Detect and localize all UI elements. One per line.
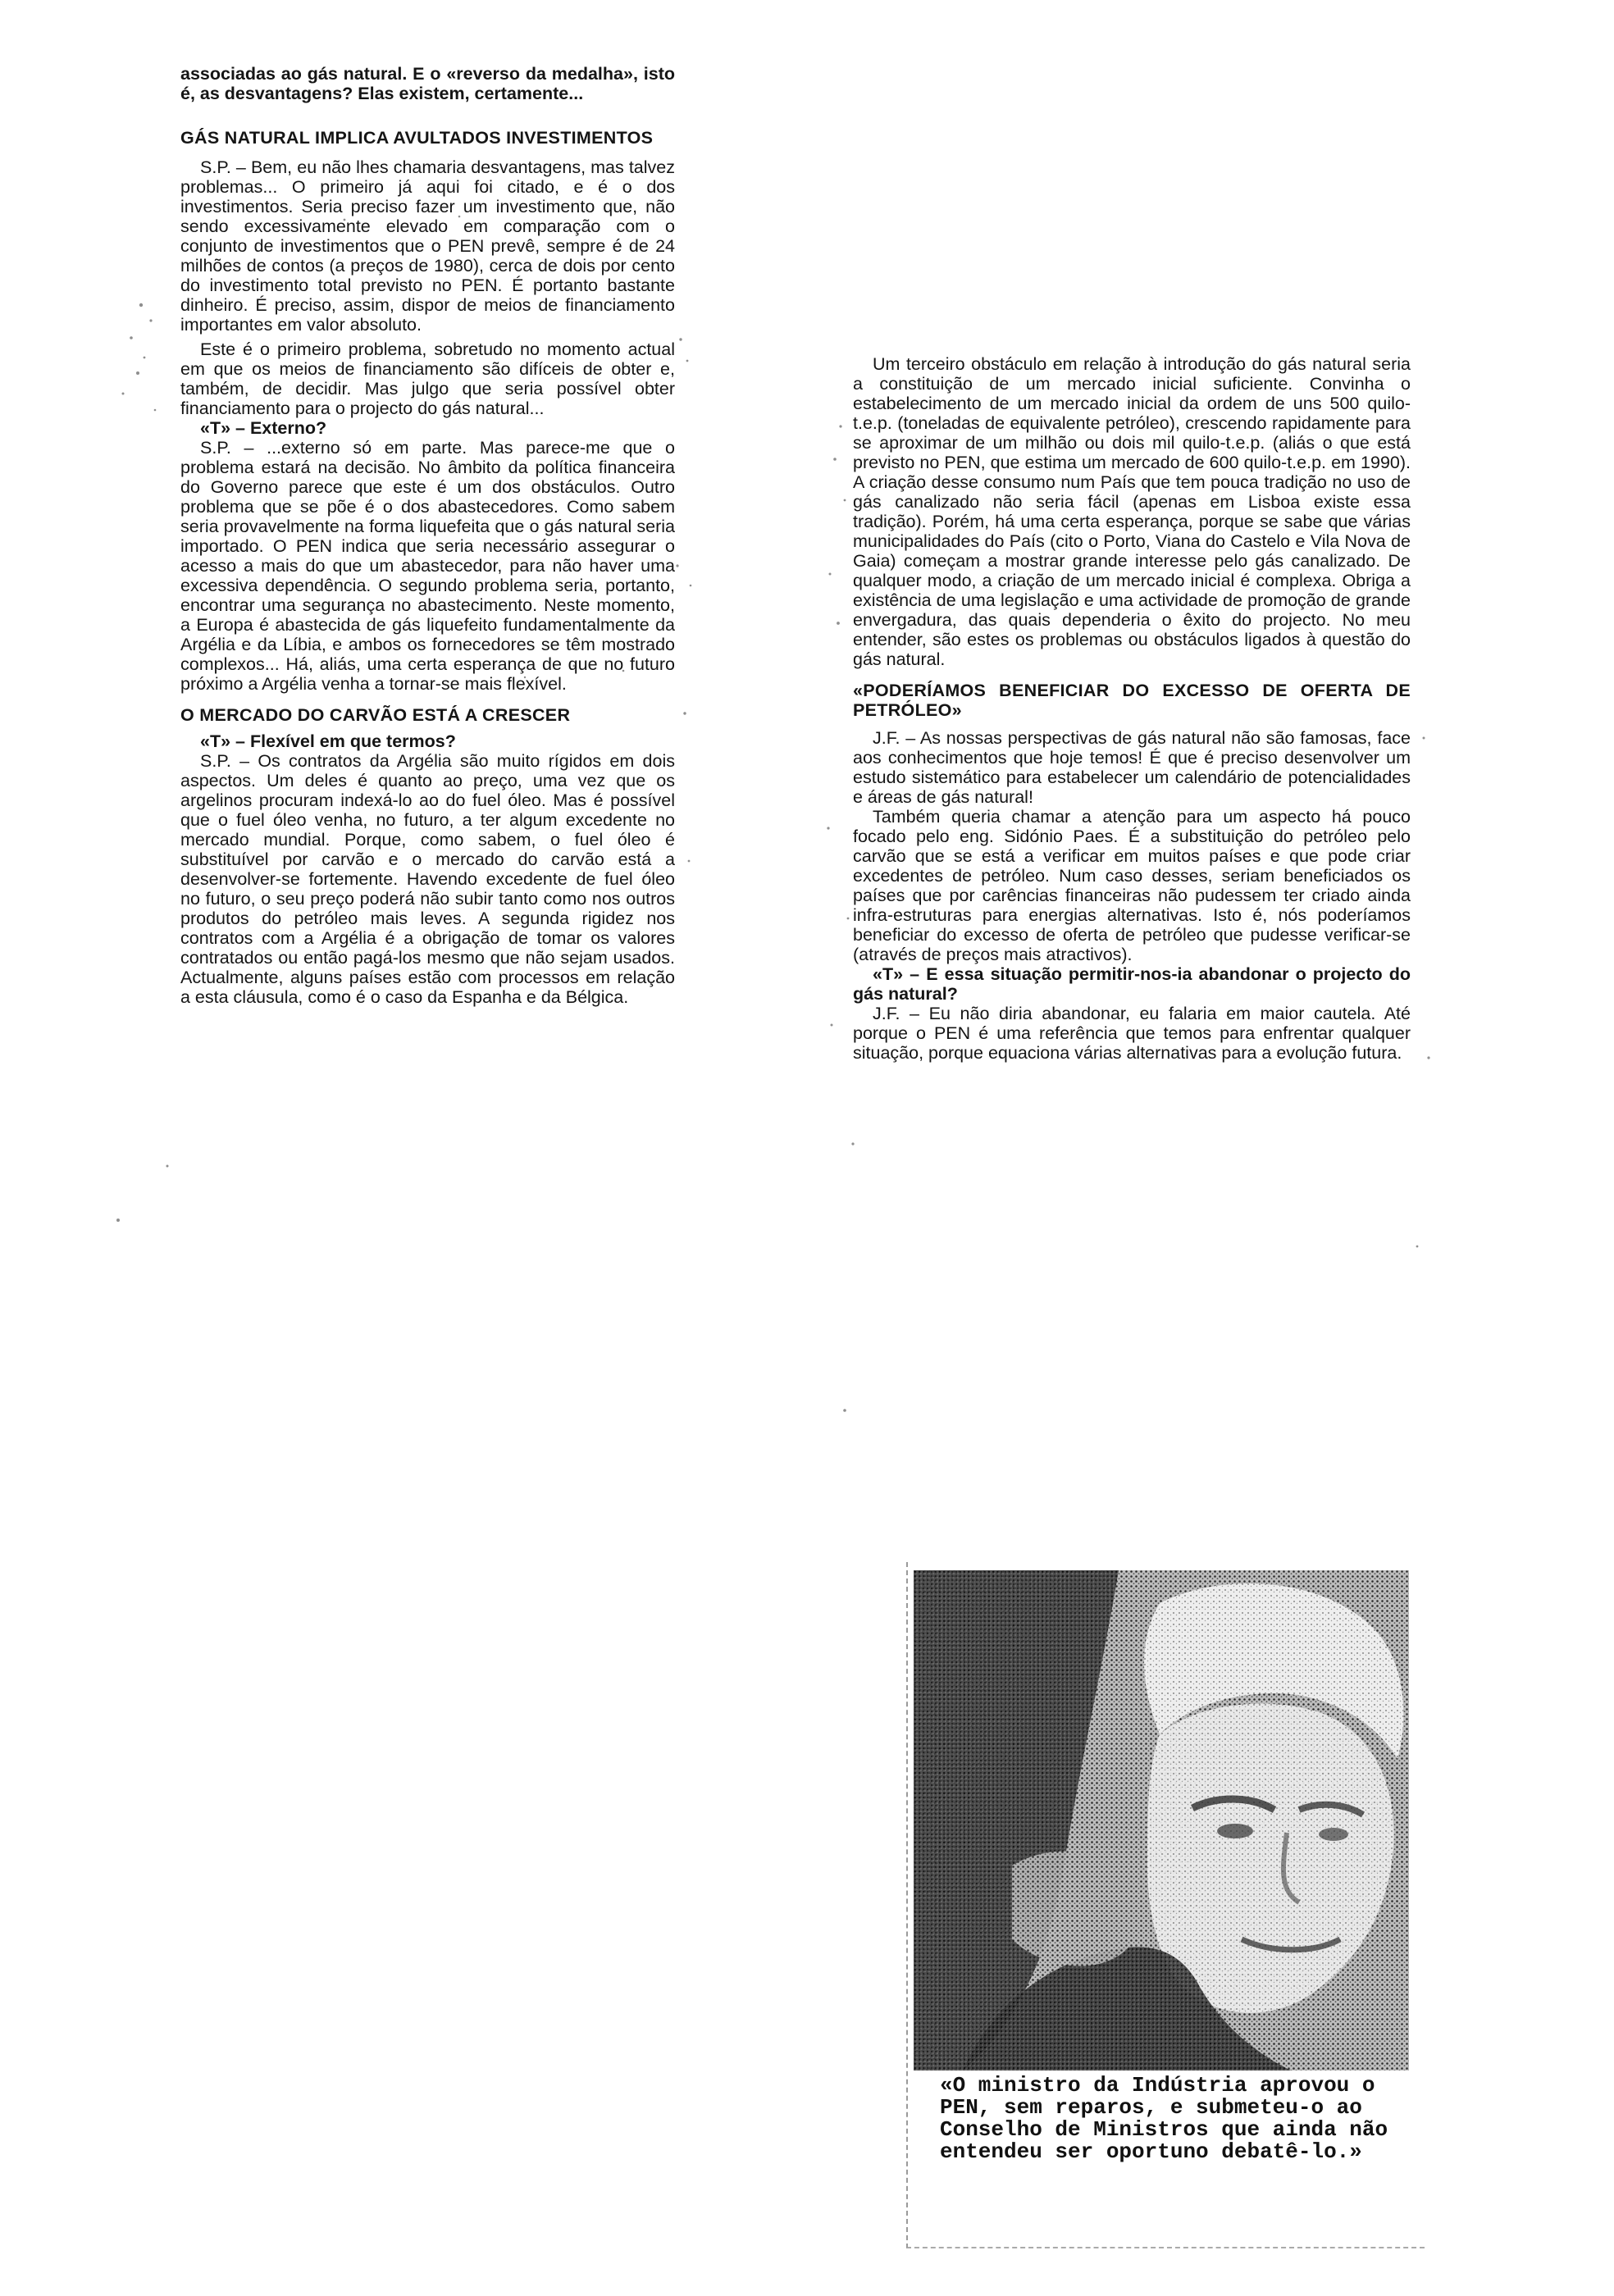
paragraph-algeria-contracts: S.P. – Os contratos da Argélia são muito rígidos em dois aspectos. Um deles é quanto ao preço, uma vez que os argelinos procuram indexá-lo ao do fuel óleo. Mas é possível que o fuel óleo venha, no futuro, a ter algum excedente no mercado mundial. Porque, como sabem, o fuel óleo é substituível por carvão e o mercado do carvão está a desenvolver-se fortemente. Havendo excedente de fuel óleo no futuro, o seu preço poderá não subir tanto como nos outros produtos do petróleo mais leves. A segunda rigidez nos contratos com a Argélia é a obrigação de tomar os valores contratados ou então pagá-los mesmo que não sejam usados. Actualmente, alguns países estão com processos em relação a esta cláusula, como é o caso da Espanha e da Bélgica. [180, 751, 675, 1007]
paragraph-coal-substitution: Também queria chamar a atenção para um aspecto há pouco focado pelo eng. Sidónio Paes. É a substituição do petróleo pelo carvão que se está a verificar em muitos países e que pode criar excedentes de petróleo. Num caso desses, seriam beneficiados os países que por carências financeiras não pudessem ter criado ainda infra-estruturas para energias alternativas. Isto é, nós poderíamos beneficiar do excesso de oferta de petróleo que pudesse verificar-se (através de preços mais atractivos). [853, 807, 1411, 964]
intro-paragraph: associadas ao gás natural. E o «reverso da medalha», isto é, as desvantagens? Elas existem, certamente... [180, 64, 675, 103]
paragraph-investments: S.P. – Bem, eu não lhes chamaria desvantagens, mas talvez problemas... O primeiro já aqui foi citado, e é o dos investimentos. Seria preciso fazer um investimento que, não sendo excessivamente elevado em comparação com o conjunto de investimentos que o PEN prevê, sempre é de 24 milhões de contos (a preços de 1980), cerca de dois por cento do investimento total previsto no PEN. É portanto bastante dinheiro. É preciso, assim, dispor de meios de financiamento importantes em valor absoluto. [180, 157, 675, 335]
heading-coal-market: O MERCADO DO CARVÃO ESTÁ A CRESCER [180, 705, 571, 725]
question-abandon-project: «T» – E essa situação permitir-nos-ia abandonar o projecto do gás natural? [853, 964, 1411, 1004]
portrait-image [914, 1570, 1409, 2070]
paragraph-first-problem: Este é o primeiro problema, sobretudo no momento actual em que os meios de financiamento são difíceis de obter e, também, de decidir. Mas julgo que seria possível obter financiamento para o projecto do gás natural... [180, 339, 675, 418]
paragraph-caution: J.F. – Eu não diria abandonar, eu falaria em maior cautela. Até porque o PEN é uma referência que temos para enfrentar qualquer situação, porque equaciona várias alternativas para a evolução futura. [853, 1004, 1411, 1063]
heading-investments: GÁS NATURAL IMPLICA AVULTADOS INVESTIMENTOS [180, 128, 654, 148]
paragraph-initial-market: Um terceiro obstáculo em relação à introdução do gás natural seria a constituição de um mercado inicial suficiente. Convinha o estabelecimento de um mercado inicial da ordem de uns 500 quilo-t.e.p. (toneladas de equivalente petróleo), crescendo rapidamente para se aproximar de um milhão ou dois mil quilo-t.e.p. (aliás o que está previsto no PEN, que estima um mercado de 600 quilo-t.e.p. em 1990). A criação desse consumo num País que tem pouca tradição no uso de gás canalizado não seria fácil (apenas em Lisboa existe essa tradição). Porém, há uma certa esperança, porque se sabe que várias municipalidades do País (cito o Porto, Viana do Castelo e Vila Nova de Gaia) começam a mostrar grande interesse pelo gás canalizado. De qualquer modo, a criação de um mercado inicial é complexa. Obriga a existência de uma legislação e uma actividade de promoção de grande envergadura, das quais dependeria o êxito do projecto. No meu entender, são estes os problemas ou obstáculos ligados à questão do gás natural. [853, 354, 1411, 669]
photo-caption: «O ministro da Indústria aprovou o PEN, sem reparos, e submeteu-o ao Conselho de Ministros que ainda não entendeu ser oportuno debatê-lo.» [940, 2073, 1388, 2164]
right-column [853, 354, 1411, 1063]
heading-oil-excess: «PODERÍAMOS BENEFICIAR DO EXCESSO DE OFERTA DE PETRÓLEO» [853, 681, 1411, 720]
left-column [180, 64, 675, 1007]
paragraph-suppliers: S.P. – ...externo só em parte. Mas parece-me que o problema estará na decisão. No âmbito da política financeira do Governo parece que este é um dos obstáculos. Outro problema que se põe é o dos abastecedores. Como sabem seria provavelmente na forma liquefeita que o gás natural seria importado. O PEN indica que seria necessário assegurar o acesso a mais do que um abastecedor, para não haver uma excessiva dependência. O segundo problema seria, portanto, encontrar uma segurança no abastecimento. Neste momento, a Europa é abastecida de gás liquefeito fundamentalmente da Argélia e da Líbia, e ambos os fornecedores se têm mostrado complexos... Há, aliás, uma certa esperança de que no futuro próximo a Argélia venha a tornar-se mais flexível. [180, 438, 675, 694]
portrait-photo [914, 1570, 1409, 2070]
paragraph-perspectives: J.F. – As nossas perspectivas de gás natural não são famosas, face aos conhecimentos que hoje temos! É que é preciso desenvolver um estudo sistemático para estabelecer um calendário de potencialidades e áreas de gás natural! [853, 728, 1411, 807]
question-flexible: «T» – Flexível em que termos? [200, 731, 456, 751]
question-external: «T» – Externo? [200, 418, 327, 438]
